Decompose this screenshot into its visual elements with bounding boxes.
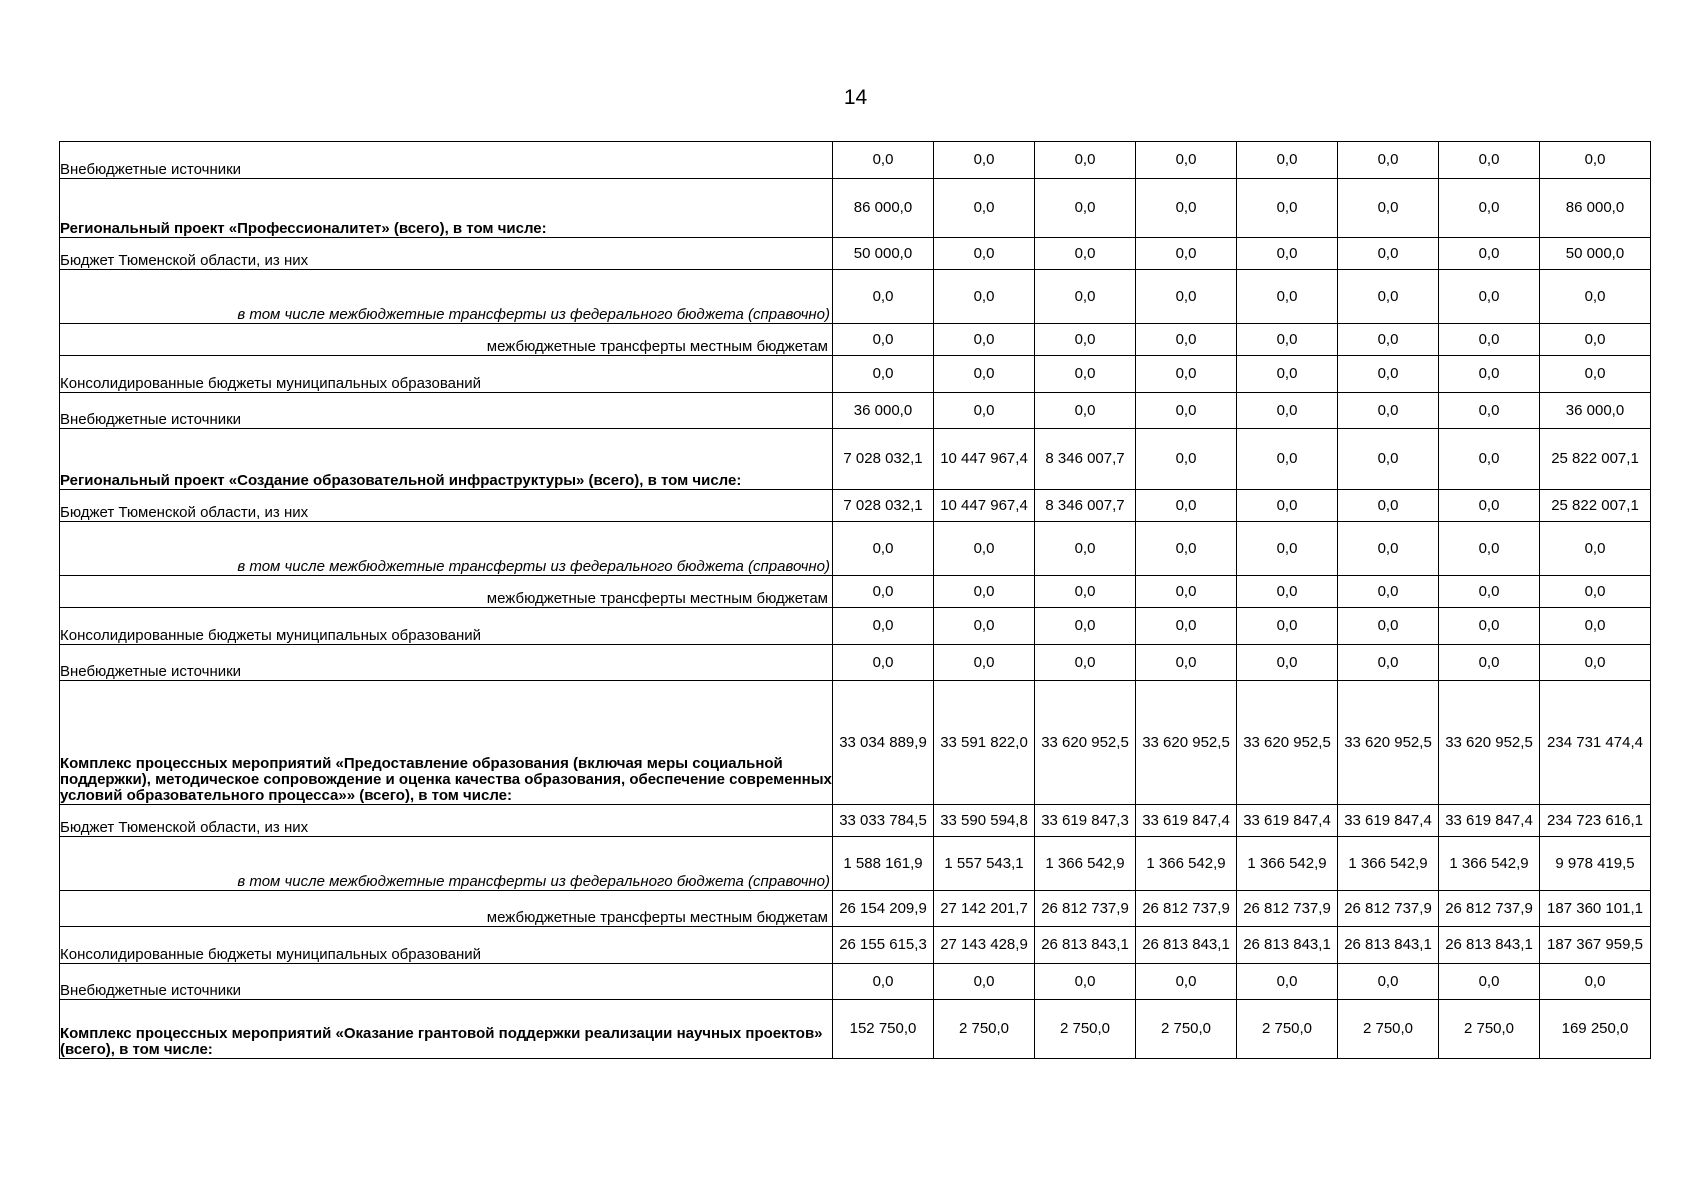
table-row xyxy=(60,805,1651,837)
value-cell: 0,0 xyxy=(1237,324,1338,356)
value-cell: 0,0 xyxy=(1035,645,1136,681)
value-cell: 0,0 xyxy=(1237,393,1338,429)
value-cell: 25 822 007,1 xyxy=(1540,490,1651,522)
table-row xyxy=(60,891,1651,927)
value-cell: 33 591 822,0 xyxy=(934,681,1035,805)
value-cell: 0,0 xyxy=(1136,270,1237,324)
value-cell: 0,0 xyxy=(1540,142,1651,179)
value-cell: 234 723 616,1 xyxy=(1540,805,1651,837)
value-cell: 0,0 xyxy=(833,324,934,356)
value-cell: 0,0 xyxy=(1237,270,1338,324)
value-cell: 27 142 201,7 xyxy=(934,891,1035,927)
value-cell: 0,0 xyxy=(833,522,934,576)
value-cell: 0,0 xyxy=(1136,429,1237,490)
value-cell: 86 000,0 xyxy=(1540,179,1651,238)
value-cell: 1 366 542,9 xyxy=(1439,837,1540,891)
value-cell: 33 619 847,3 xyxy=(1035,805,1136,837)
value-cell: 0,0 xyxy=(1338,142,1439,179)
value-cell: 152 750,0 xyxy=(833,1000,934,1059)
value-cell: 0,0 xyxy=(1237,179,1338,238)
value-cell: 26 813 843,1 xyxy=(1136,927,1237,964)
table-row xyxy=(60,681,1651,805)
value-cell: 0,0 xyxy=(1439,324,1540,356)
row-label: Комплекс процессных мероприятий «Предоставление образования (включая меры социальной поддержки), методическое сопровождение и оценка качества образования, обеспечение современных условий образовательного процесса»» (всего), в том числе: xyxy=(60,681,833,805)
page-number: 14 xyxy=(843,86,868,109)
value-cell: 0,0 xyxy=(1439,490,1540,522)
value-cell: 0,0 xyxy=(1338,324,1439,356)
value-cell: 0,0 xyxy=(1540,576,1651,608)
value-cell: 8 346 007,7 xyxy=(1035,490,1136,522)
value-cell: 33 619 847,4 xyxy=(1439,805,1540,837)
value-cell: 0,0 xyxy=(1035,356,1136,393)
value-cell: 0,0 xyxy=(1136,645,1237,681)
table-row xyxy=(60,964,1651,1000)
value-cell: 0,0 xyxy=(1136,393,1237,429)
row-label: Региональный проект «Создание образовательной инфраструктуры» (всего), в том числе: xyxy=(60,429,833,490)
value-cell: 26 813 843,1 xyxy=(1035,927,1136,964)
value-cell: 0,0 xyxy=(1035,238,1136,270)
value-cell: 0,0 xyxy=(1136,142,1237,179)
value-cell: 33 619 847,4 xyxy=(1338,805,1439,837)
value-cell: 0,0 xyxy=(833,964,934,1000)
table-row xyxy=(60,1000,1651,1059)
value-cell: 0,0 xyxy=(1439,238,1540,270)
value-cell: 0,0 xyxy=(1439,645,1540,681)
value-cell: 0,0 xyxy=(1237,964,1338,1000)
table-row xyxy=(60,927,1651,964)
row-label: межбюджетные трансферты местным бюджетам xyxy=(60,891,833,927)
value-cell: 0,0 xyxy=(1136,964,1237,1000)
table-row xyxy=(60,608,1651,645)
value-cell: 33 590 594,8 xyxy=(934,805,1035,837)
value-cell: 50 000,0 xyxy=(833,238,934,270)
value-cell: 0,0 xyxy=(1439,576,1540,608)
row-label: Внебюджетные источники xyxy=(60,142,833,179)
value-cell: 7 028 032,1 xyxy=(833,490,934,522)
value-cell: 0,0 xyxy=(1540,608,1651,645)
value-cell: 0,0 xyxy=(1439,393,1540,429)
value-cell: 0,0 xyxy=(1136,356,1237,393)
row-label: Консолидированные бюджеты муниципальных образований xyxy=(60,356,833,393)
value-cell: 0,0 xyxy=(1136,324,1237,356)
value-cell: 1 366 542,9 xyxy=(1338,837,1439,891)
value-cell: 2 750,0 xyxy=(1237,1000,1338,1059)
value-cell: 0,0 xyxy=(1439,522,1540,576)
value-cell: 0,0 xyxy=(1136,490,1237,522)
table-row xyxy=(60,324,1651,356)
value-cell: 0,0 xyxy=(934,608,1035,645)
value-cell: 0,0 xyxy=(1338,576,1439,608)
value-cell: 0,0 xyxy=(1035,576,1136,608)
value-cell: 0,0 xyxy=(1338,429,1439,490)
value-cell: 0,0 xyxy=(1338,490,1439,522)
table-row xyxy=(60,270,1651,324)
value-cell: 0,0 xyxy=(1035,522,1136,576)
value-cell: 0,0 xyxy=(1237,142,1338,179)
value-cell: 0,0 xyxy=(1035,142,1136,179)
value-cell: 0,0 xyxy=(1540,324,1651,356)
value-cell: 0,0 xyxy=(833,608,934,645)
value-cell: 0,0 xyxy=(1237,645,1338,681)
value-cell: 0,0 xyxy=(1136,576,1237,608)
value-cell: 169 250,0 xyxy=(1540,1000,1651,1059)
row-label: Бюджет Тюменской области, из них xyxy=(60,238,833,270)
value-cell: 234 731 474,4 xyxy=(1540,681,1651,805)
table-row xyxy=(60,576,1651,608)
value-cell: 0,0 xyxy=(833,142,934,179)
value-cell: 0,0 xyxy=(1237,238,1338,270)
row-label: Внебюджетные источники xyxy=(60,964,833,1000)
value-cell: 0,0 xyxy=(1035,270,1136,324)
value-cell: 0,0 xyxy=(833,645,934,681)
value-cell: 0,0 xyxy=(1237,608,1338,645)
row-label: межбюджетные трансферты местным бюджетам xyxy=(60,576,833,608)
table-row xyxy=(60,356,1651,393)
value-cell: 7 028 032,1 xyxy=(833,429,934,490)
row-label: в том числе межбюджетные трансферты из федерального бюджета (справочно) xyxy=(60,522,833,576)
value-cell: 0,0 xyxy=(833,576,934,608)
value-cell: 33 619 847,4 xyxy=(1136,805,1237,837)
value-cell: 33 620 952,5 xyxy=(1035,681,1136,805)
value-cell: 26 813 843,1 xyxy=(1338,927,1439,964)
value-cell: 0,0 xyxy=(1540,270,1651,324)
value-cell: 10 447 967,4 xyxy=(934,490,1035,522)
value-cell: 50 000,0 xyxy=(1540,238,1651,270)
value-cell: 33 619 847,4 xyxy=(1237,805,1338,837)
value-cell: 33 620 952,5 xyxy=(1237,681,1338,805)
value-cell: 0,0 xyxy=(1035,393,1136,429)
value-cell: 26 813 843,1 xyxy=(1237,927,1338,964)
value-cell: 0,0 xyxy=(1338,356,1439,393)
value-cell: 33 033 784,5 xyxy=(833,805,934,837)
value-cell: 86 000,0 xyxy=(833,179,934,238)
value-cell: 33 620 952,5 xyxy=(1439,681,1540,805)
value-cell: 0,0 xyxy=(934,576,1035,608)
row-label: в том числе межбюджетные трансферты из федерального бюджета (справочно) xyxy=(60,270,833,324)
value-cell: 0,0 xyxy=(1439,608,1540,645)
value-cell: 1 366 542,9 xyxy=(1237,837,1338,891)
value-cell: 0,0 xyxy=(1439,964,1540,1000)
row-label: Консолидированные бюджеты муниципальных образований xyxy=(60,927,833,964)
value-cell: 0,0 xyxy=(1338,964,1439,1000)
row-label: Консолидированные бюджеты муниципальных образований xyxy=(60,608,833,645)
value-cell: 26 812 737,9 xyxy=(1136,891,1237,927)
budget-table xyxy=(59,141,1651,1059)
value-cell: 0,0 xyxy=(934,324,1035,356)
value-cell: 0,0 xyxy=(934,142,1035,179)
value-cell: 0,0 xyxy=(1540,645,1651,681)
row-label: Внебюджетные источники xyxy=(60,645,833,681)
value-cell: 0,0 xyxy=(934,964,1035,1000)
value-cell: 26 812 737,9 xyxy=(1439,891,1540,927)
value-cell: 0,0 xyxy=(1540,522,1651,576)
value-cell: 0,0 xyxy=(1439,356,1540,393)
value-cell: 33 620 952,5 xyxy=(1338,681,1439,805)
value-cell: 26 813 843,1 xyxy=(1439,927,1540,964)
value-cell: 0,0 xyxy=(1237,356,1338,393)
value-cell: 0,0 xyxy=(1136,608,1237,645)
value-cell: 0,0 xyxy=(934,522,1035,576)
value-cell: 0,0 xyxy=(934,238,1035,270)
value-cell: 0,0 xyxy=(1237,490,1338,522)
value-cell: 26 155 615,3 xyxy=(833,927,934,964)
value-cell: 2 750,0 xyxy=(1035,1000,1136,1059)
value-cell: 0,0 xyxy=(1237,522,1338,576)
value-cell: 2 750,0 xyxy=(934,1000,1035,1059)
value-cell: 0,0 xyxy=(934,393,1035,429)
table-row xyxy=(60,238,1651,270)
value-cell: 26 154 209,9 xyxy=(833,891,934,927)
value-cell: 0,0 xyxy=(1136,179,1237,238)
value-cell: 0,0 xyxy=(1338,645,1439,681)
value-cell: 0,0 xyxy=(1035,179,1136,238)
row-label: Бюджет Тюменской области, из них xyxy=(60,490,833,522)
table-row xyxy=(60,179,1651,238)
value-cell: 33 620 952,5 xyxy=(1136,681,1237,805)
value-cell: 25 822 007,1 xyxy=(1540,429,1651,490)
value-cell: 0,0 xyxy=(1540,964,1651,1000)
value-cell: 187 360 101,1 xyxy=(1540,891,1651,927)
value-cell: 0,0 xyxy=(1439,142,1540,179)
value-cell: 0,0 xyxy=(1035,608,1136,645)
row-label: межбюджетные трансферты местным бюджетам xyxy=(60,324,833,356)
table-row xyxy=(60,393,1651,429)
row-label: Региональный проект «Профессионалитет» (всего), в том числе: xyxy=(60,179,833,238)
table-row xyxy=(60,645,1651,681)
value-cell: 0,0 xyxy=(1035,324,1136,356)
value-cell: 0,0 xyxy=(934,645,1035,681)
table-row xyxy=(60,429,1651,490)
value-cell: 36 000,0 xyxy=(1540,393,1651,429)
value-cell: 0,0 xyxy=(1136,522,1237,576)
value-cell: 0,0 xyxy=(1237,576,1338,608)
value-cell: 0,0 xyxy=(833,356,934,393)
value-cell: 187 367 959,5 xyxy=(1540,927,1651,964)
value-cell: 0,0 xyxy=(934,270,1035,324)
value-cell: 0,0 xyxy=(1439,270,1540,324)
value-cell: 0,0 xyxy=(1136,238,1237,270)
value-cell: 0,0 xyxy=(1338,608,1439,645)
row-label: в том числе межбюджетные трансферты из федерального бюджета (справочно) xyxy=(60,837,833,891)
value-cell: 9 978 419,5 xyxy=(1540,837,1651,891)
value-cell: 0,0 xyxy=(1338,179,1439,238)
value-cell: 8 346 007,7 xyxy=(1035,429,1136,490)
row-label: Бюджет Тюменской области, из них xyxy=(60,805,833,837)
table-row xyxy=(60,490,1651,522)
table-body xyxy=(60,142,1651,1059)
value-cell: 2 750,0 xyxy=(1136,1000,1237,1059)
row-label: Комплекс процессных мероприятий «Оказание грантовой поддержки реализации научных проектов» (всего), в том числе: xyxy=(60,1000,833,1059)
value-cell: 1 588 161,9 xyxy=(833,837,934,891)
value-cell: 2 750,0 xyxy=(1439,1000,1540,1059)
value-cell: 2 750,0 xyxy=(1338,1000,1439,1059)
value-cell: 0,0 xyxy=(1338,270,1439,324)
value-cell: 0,0 xyxy=(934,356,1035,393)
table-row xyxy=(60,522,1651,576)
value-cell: 36 000,0 xyxy=(833,393,934,429)
value-cell: 0,0 xyxy=(1439,179,1540,238)
value-cell: 0,0 xyxy=(833,270,934,324)
table-row xyxy=(60,142,1651,179)
value-cell: 26 812 737,9 xyxy=(1338,891,1439,927)
value-cell: 26 812 737,9 xyxy=(1237,891,1338,927)
value-cell: 1 366 542,9 xyxy=(1136,837,1237,891)
value-cell: 0,0 xyxy=(1540,356,1651,393)
value-cell: 0,0 xyxy=(1338,393,1439,429)
value-cell: 33 034 889,9 xyxy=(833,681,934,805)
value-cell: 0,0 xyxy=(1439,429,1540,490)
value-cell: 0,0 xyxy=(1338,238,1439,270)
value-cell: 26 812 737,9 xyxy=(1035,891,1136,927)
value-cell: 27 143 428,9 xyxy=(934,927,1035,964)
value-cell: 0,0 xyxy=(1338,522,1439,576)
table-row xyxy=(60,837,1651,891)
value-cell: 0,0 xyxy=(1035,964,1136,1000)
value-cell: 0,0 xyxy=(1237,429,1338,490)
row-label: Внебюджетные источники xyxy=(60,393,833,429)
value-cell: 1 557 543,1 xyxy=(934,837,1035,891)
value-cell: 1 366 542,9 xyxy=(1035,837,1136,891)
value-cell: 0,0 xyxy=(934,179,1035,238)
value-cell: 10 447 967,4 xyxy=(934,429,1035,490)
